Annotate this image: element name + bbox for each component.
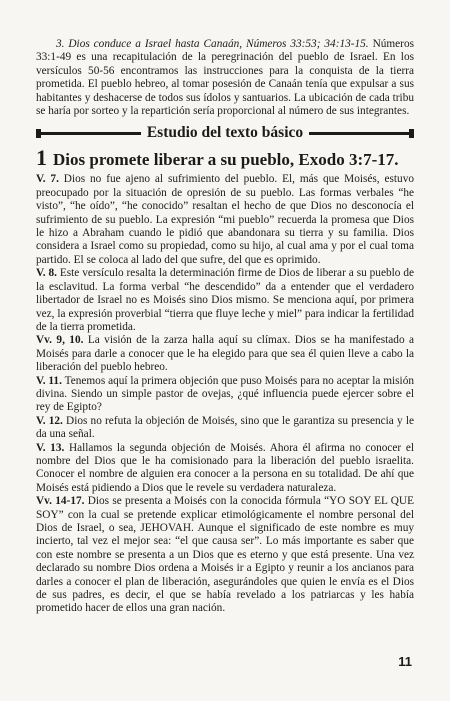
intro-text: Números 33:1-49 es una recapitulación de la peregrinación del pueblo de Israel. En los versículos 50-56 encontramos las instrucciones para la conquista de la tierra prometida. El pueblo hebreo, al tomar posesión de Canaán tenía que expulsar a sus habitantes y deshacerse de todos sus ídolos y santuarios. La ubicación de cada tribu se haría por sorteo y la repartición sería proporcional al número de sus integrantes.	[36, 38, 414, 118]
verse-paragraph	[36, 267, 414, 334]
verse-paragraph	[36, 442, 414, 496]
page-number: 11	[398, 654, 412, 669]
section-header	[36, 124, 414, 142]
verse-text: Tenemos aquí la primera objeción que puso Moisés para no aceptar la misión divina. Siendo un simple pastor de ovejas, ¿qué influencia puede ejercer sobre el rey de Egipto?	[36, 374, 414, 414]
heading-text: Dios promete liberar a su pueblo, Exodo 3:7-17.	[53, 150, 399, 170]
verse-paragraph	[36, 415, 414, 442]
verse-paragraph	[36, 375, 414, 415]
verse-text: Dios se presenta a Moisés con la conocida fórmula “YO SOY EL QUE SOY” con la cual se pretende explicar etimológicamente el nombre personal del Dios de Israel, o sea, JEHOVAH. Aunque el significado de este nombre es muy incierto, tal vez el mejor sea: “el que causa ser”. Lo más importante es saber que con este nombre se presenta a un Dios que es eterno y que está presente. Una vez declarado su nombre Dios ordena a Moisés ir a Egipto y reunir a los ancianos para darles a conocer el plan de liberación, asegurándoles que quien le envía es el Dios de sus padres, es decir, el que se había revelado a los patriarcas y les había prometido hacer de ellos una gran nación.	[36, 495, 414, 615]
verse-text: Dios no refuta la objeción de Moisés, sino que le garantiza su presencia y le da una señal.	[36, 414, 414, 441]
intro-paragraph	[36, 38, 414, 118]
verse-label: V. 12.	[36, 414, 63, 427]
section-title: Estudio del texto básico	[146, 124, 304, 142]
section-rule-left	[41, 132, 141, 135]
heading-number: 1	[36, 145, 47, 171]
verse-text: Este versículo resalta la determinación firme de Dios de liberar a su pueblo de la esclavitud. La forma verbal “he descendido” da a entender que el verdadero libertador de Israel no es Moisés sino Dios mismo. Se menciona aquí, por primera vez, la expresión proverbial “tierra que fluye leche y miel” para indicar la fertilidad de la tierra prometida.	[36, 267, 414, 333]
verse-label: V. 7.	[36, 173, 59, 186]
verse-label: V. 11.	[36, 374, 62, 387]
verse-text: Hallamos la segunda objeción de Moisés. Ahora él afirma no conocer el nombre del Dios que le ha comisionado para la liberación del pueblo israelita. Conocer el nombre de alguien era conocer a la persona en su totalidad. De ahí que Moisés está pidiendo a Dios que le revele su verdadera naturaleza.	[36, 441, 414, 494]
verse-label: Vv. 9, 10.	[36, 334, 84, 347]
study-heading	[36, 145, 414, 171]
verse-paragraph	[36, 173, 414, 267]
verse-label: V. 8.	[36, 267, 57, 280]
verse-paragraph	[36, 495, 414, 616]
section-rule-cap-right	[409, 129, 414, 138]
verse-label: Vv. 14-17.	[36, 495, 85, 508]
verse-text: La visión de la zarza halla aquí su clímax. Dios se ha manifestado a Moisés para darle a conocer que le ha elegido para que sea él quien lleve a cabo la liberación del pueblo hebreo.	[36, 334, 415, 374]
intro-lead: 3. Dios conduce a Israel hasta Canaán, Números 33:53; 34:13-15.	[56, 38, 369, 50]
section-rule-right	[309, 132, 409, 135]
verse-paragraph	[36, 334, 414, 374]
verse-label: V. 13.	[36, 441, 65, 454]
verse-text: Dios no fue ajeno al sufrimiento del pueblo. El, más que Moisés, estuvo preocupado por la situación de opresión de su pueblo. Las formas verbales “he visto”, “he oído”, “he conocido” resaltan el hecho de que Dios no desconocía el sufrimiento de su pueblo. La expresión “mi pueblo” recuerda la promesa que Dios le hizo a Abraham cuando le pidió que abandonara su tierra y su familia. Dios considera a Israel como su propiedad, como su hijo, al cual ama y por el cual toma partido. El se coloca al lado del que sufre, del que es oprimido.	[36, 173, 414, 266]
